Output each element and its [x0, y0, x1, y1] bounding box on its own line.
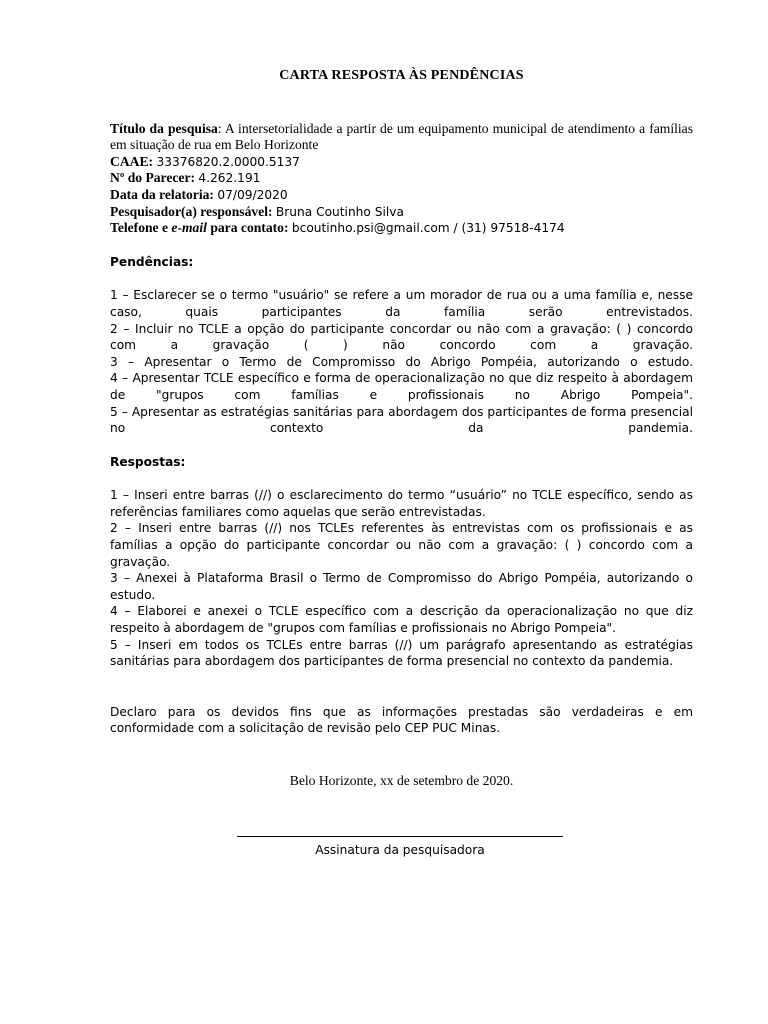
parecer-value: 4.262.191 [198, 171, 261, 186]
respostas-list [110, 487, 693, 670]
resposta-item: 5 – Inseri em todos os TCLEs entre barras (//) um parágrafo apresentando as estratégias sanitárias para abordagem dos participantes de forma presencial no contexto da pandemia. [110, 637, 693, 669]
contact-label-a: Telefone e [110, 220, 172, 236]
resposta-item: 2 – Inseri entre barras (//) nos TCLEs referentes às entrevistas com os profissionais e as famílias a opção do participante concordar ou não com a gravação: ( ) concordo com a gravação. [110, 521, 693, 569]
research-title-label: Título da pesquisa [110, 120, 218, 136]
resposta-item: 1 – Inseri entre barras (//) o esclarecimento do termo “usuário” no TCLE específico, sendo as referências familiares como aquelas que serão entrevistadas. [110, 488, 693, 519]
pendencia-item: 5 – Apresentar as estratégias sanitárias para abordagem dos participantes de forma presencial no contexto da pandemia. [110, 404, 693, 436]
signature-line [237, 836, 563, 837]
relatoria-label: Data da relatoria: [110, 186, 214, 202]
place-date: Belo Horizonte, xx de setembro de 2020. [289, 773, 514, 788]
respostas-heading: Respostas: [110, 454, 186, 469]
parecer-line [110, 170, 693, 187]
pendencia-item: 4 – Apresentar TCLE específico e forma de operacionalização no que diz respeito à abordagem de "grupos com famílias e profissionais no Abrigo Pompeia". [110, 371, 693, 402]
pendencia-item: 1 – Esclarecer se o termo "usuário" se refere a um morador de rua ou a uma família e, nesse caso, quais participantes da família serão entrevistados. [110, 288, 693, 319]
resposta-item: 3 – Anexei à Plataforma Brasil o Termo de Compromisso do Abrigo Pompéia, autorizando o estudo. [110, 571, 693, 602]
research-title-line [110, 121, 693, 154]
resposta-item: 4 – Elaborei e anexei o TCLE específico com a descrição da operacionalização no que diz respeito à abordagem de "grupos com famílias e profissionais no Abrigo Pompeia". [110, 604, 693, 636]
caae-label: CAAE: [110, 153, 154, 169]
contact-line [110, 220, 693, 237]
caae-value: 33376820.2.0000.5137 [156, 154, 300, 169]
document-body [110, 68, 693, 790]
parecer-label: Nº do Parecer: [110, 170, 196, 186]
researcher-line [110, 204, 693, 221]
signature-label: Assinatura da pesquisadora [315, 843, 485, 857]
pendencia-item: 2 – Incluir no TCLE a opção do participante concordar ou não com a gravação: ( ) concordo com a gravação ( ) não concordo com a gravação. [110, 321, 693, 353]
relatoria-value: 07/09/2020 [217, 187, 288, 202]
declaration-paragraph: Declaro para os devidos fins que as informações prestadas são verdadeiras e em conformidade com a solicitação de revisão pelo CEP PUC Minas. [110, 704, 693, 736]
researcher-label: Pesquisador(a) responsável: [110, 203, 273, 219]
pendencias-list [110, 287, 693, 436]
researcher-value: Bruna Coutinho Silva [275, 204, 404, 219]
pendencia-item: 3 – Apresentar o Termo de Compromisso do Abrigo Pompéia, autorizando o estudo. [110, 354, 693, 369]
pendencias-heading: Pendências: [110, 254, 194, 269]
contact-label-c: para contato: [206, 220, 289, 236]
document-title: CARTA RESPOSTA ÀS PENDÊNCIAS [279, 68, 524, 83]
contact-label-email: e-mail [171, 220, 207, 236]
research-title-value: : A intersetorialidade a partir de um equipamento municipal de atendimento a famílias em situação de rua em Belo Horizonte [110, 120, 694, 153]
caae-line [110, 154, 693, 171]
contact-value: bcoutinho.psi@gmail.com / (31) 97518-4174 [291, 221, 565, 236]
relatoria-line [110, 187, 693, 204]
